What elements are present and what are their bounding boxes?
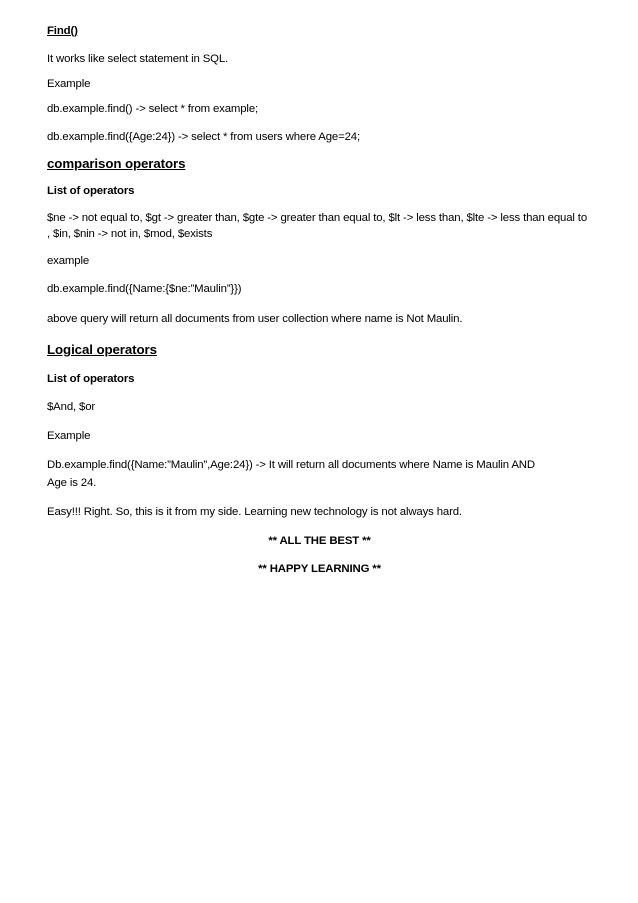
logical-list-label: List of operators <box>47 373 135 385</box>
comparison-list-label: List of operators <box>47 185 135 197</box>
find-code-line-2: db.example.find({Age:24}) -> select * from users where Age=24; <box>47 131 360 143</box>
comparison-heading: comparison operators <box>47 156 186 171</box>
comparison-example-label: example <box>47 255 90 267</box>
logical-code-line-1: Db.example.find({Name:”Maulin”,Age:24}) -> It will return all documents where Name is Maulin AND <box>47 459 535 471</box>
find-code-line-1: db.example.find() -> select * from example; <box>47 103 259 115</box>
find-description: It works like select statement in SQL. <box>47 53 229 65</box>
comparison-operators-text: $ne -> not equal to, $gt -> greater than, $gte -> greater than equal to, $lt -> less than, $lte -> less than equal to , $in, $nin -> not in, $mod, $exists <box>47 212 588 240</box>
logical-heading: Logical operators <box>47 342 157 357</box>
find-example-label: Example <box>47 78 91 90</box>
logical-operators-text: $And, $or <box>47 401 96 413</box>
closing-happy-learning: ** HAPPY LEARNING ** <box>258 563 381 575</box>
logical-code-line-2: Age is 24. <box>47 477 97 489</box>
closing-text: Easy!!! Right. So, this is it from my side. Learning new technology is not always hard. <box>47 506 462 518</box>
find-heading: Find() <box>47 25 78 37</box>
comparison-explanation: above query will return all documents from user collection where name is Not Maulin. <box>47 313 463 325</box>
comparison-code: db.example.find({Name:{$ne:”Maulin”}}) <box>47 283 242 295</box>
closing-all-the-best: ** ALL THE BEST ** <box>268 535 371 547</box>
logical-example-label: Example <box>47 430 91 442</box>
